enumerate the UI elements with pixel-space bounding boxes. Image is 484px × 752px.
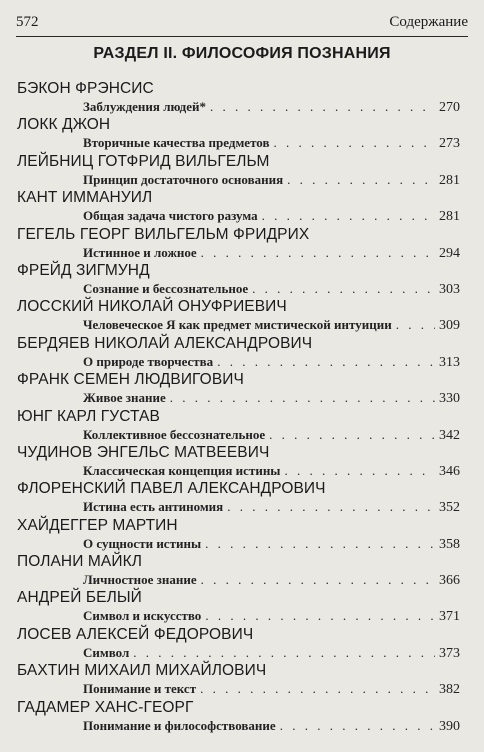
toc-work-title: Общая задача чистого разума <box>83 208 258 224</box>
toc-line <box>83 134 460 152</box>
toc-work-title: Истинное и ложное <box>83 244 197 260</box>
toc-work-title: Классическая концепция истины <box>83 462 281 478</box>
toc-page-number: 358 <box>439 536 460 552</box>
toc-author: ЛОКК ДЖОН <box>17 116 111 134</box>
toc-author: БЕРДЯЕВ НИКОЛАЙ АЛЕКСАНДРОВИЧ <box>17 334 313 352</box>
toc-entry <box>17 297 460 333</box>
toc-page-number: 346 <box>439 463 460 479</box>
toc-author: ФЛОРЕНСКИЙ ПАВЕЛ АЛЕКСАНДРОВИЧ <box>17 480 326 498</box>
toc-author: ФРАНК СЕМЕН ЛЮДВИГОВИЧ <box>17 371 244 389</box>
toc-work-title: Принцип достаточного основания <box>83 171 284 187</box>
toc-page-number: 371 <box>439 609 460 625</box>
toc-line <box>83 98 460 116</box>
toc-line <box>83 607 460 625</box>
toc-line <box>83 571 460 589</box>
toc-page-number: 382 <box>439 682 460 698</box>
toc-work-title: Человеческое Я как предмет мистической интуиции <box>83 317 392 333</box>
toc-line <box>83 171 460 189</box>
toc-work-title: Вторичные качества предметов <box>83 135 270 151</box>
toc-author: ХАЙДЕГГЕР МАРТИН <box>17 516 178 534</box>
toc-page-number: 342 <box>439 427 460 443</box>
toc-line <box>83 244 460 262</box>
dot-leader <box>269 426 435 443</box>
toc-page-number: 390 <box>439 718 460 734</box>
toc-entry <box>17 552 460 588</box>
toc-page-number: 281 <box>439 172 460 188</box>
toc-entry <box>17 479 460 515</box>
toc-line <box>83 462 460 480</box>
toc-line <box>83 280 460 298</box>
toc-entry <box>17 261 460 297</box>
toc-page-number: 313 <box>439 354 460 370</box>
toc-entry <box>17 225 460 261</box>
dot-leader <box>201 571 435 588</box>
toc-author: ЮНГ КАРЛ ГУСТАВ <box>17 407 160 425</box>
running-title: Содержание <box>389 14 468 30</box>
dot-leader <box>205 535 435 552</box>
toc-page-number: 303 <box>439 281 460 297</box>
toc-line <box>83 644 460 662</box>
toc-line <box>83 680 460 698</box>
toc-page-number: 330 <box>439 391 460 407</box>
toc-work-title: О природе творчества <box>83 353 214 369</box>
toc-page-number: 273 <box>439 136 460 152</box>
toc-page-number: 352 <box>439 500 460 516</box>
toc-author: АНДРЕЙ БЕЛЫЙ <box>17 589 142 607</box>
toc-line <box>83 207 460 225</box>
toc-work-title: Символ и искусство <box>83 608 202 624</box>
dot-leader <box>252 280 435 297</box>
toc-entry <box>17 588 460 624</box>
dot-leader <box>227 498 435 515</box>
toc-author: КАНТ ИММАНУИЛ <box>17 189 153 207</box>
toc-author: ЛЕЙБНИЦ ГОТФРИД ВИЛЬГЕЛЬМ <box>17 152 270 170</box>
toc-line <box>83 498 460 516</box>
toc-author: ЛОССКИЙ НИКОЛАЙ ОНУФРИЕВИЧ <box>17 298 287 316</box>
dot-leader <box>284 462 435 479</box>
toc-line <box>83 353 460 371</box>
toc-entry <box>17 334 460 370</box>
dot-leader <box>200 680 435 697</box>
toc-line <box>83 535 460 553</box>
toc-work-title: Живое знание <box>83 390 166 406</box>
toc-entry <box>17 115 460 151</box>
toc-line <box>83 389 460 407</box>
toc-line <box>83 316 460 334</box>
dot-leader <box>201 244 435 261</box>
dot-leader <box>396 316 435 333</box>
toc-work-title: Заблуждения людей* <box>83 99 207 114</box>
section-title: РАЗДЕЛ II. ФИЛОСОФИЯ ПОЗНАНИЯ <box>93 45 391 62</box>
toc-entry <box>17 661 460 697</box>
toc-page-number: 366 <box>439 573 460 589</box>
toc-author: БАХТИН МИХАИЛ МИХАЙЛОВИЧ <box>17 662 267 680</box>
toc-author: ФРЕЙД ЗИГМУНД <box>17 261 150 279</box>
toc-author: ЛОСЕВ АЛЕКСЕЙ ФЕДОРОВИЧ <box>17 625 254 643</box>
dot-leader <box>210 98 435 115</box>
toc-work-title: Истина есть антиномия <box>83 499 224 515</box>
table-of-contents <box>17 79 460 734</box>
toc-page-number: 281 <box>439 209 460 225</box>
toc-work-title: Сознание и бессознательное <box>83 280 249 296</box>
toc-page-number: 309 <box>439 318 460 334</box>
toc-entry <box>17 370 460 406</box>
toc-entry <box>17 79 460 115</box>
dot-leader <box>133 644 435 661</box>
toc-page-number: 373 <box>439 645 460 661</box>
dot-leader <box>287 171 435 188</box>
dot-leader <box>170 389 435 406</box>
toc-line <box>83 717 460 735</box>
toc-work-title: Личностное знание <box>83 572 197 588</box>
dot-leader <box>262 207 435 224</box>
page-number: 572 <box>16 14 39 30</box>
running-header <box>16 14 468 37</box>
dot-leader <box>280 717 435 734</box>
toc-page-number: 270 <box>439 100 460 115</box>
toc-entry <box>17 443 460 479</box>
toc-author: ЧУДИНОВ ЭНГЕЛЬС МАТВЕЕВИЧ <box>17 443 270 461</box>
toc-line <box>83 426 460 444</box>
toc-entry <box>17 625 460 661</box>
toc-entry <box>17 407 460 443</box>
toc-work-title: О сущности истины <box>83 535 202 551</box>
toc-author: БЭКОН ФРЭНСИС <box>17 80 154 97</box>
dot-leader <box>205 607 435 624</box>
toc-entry <box>17 516 460 552</box>
toc-entry <box>17 152 460 188</box>
toc-work-title: Символ <box>83 644 130 660</box>
toc-page-number: 294 <box>439 245 460 261</box>
dot-leader <box>274 134 436 151</box>
toc-author: ГЕГЕЛЬ ГЕОРГ ВИЛЬГЕЛЬМ ФРИДРИХ <box>17 225 310 243</box>
dot-leader <box>217 353 435 370</box>
toc-work-title: Понимание и философствование <box>83 717 276 733</box>
toc-entry <box>17 698 460 734</box>
toc-author: ПОЛАНИ МАЙКЛ <box>17 553 142 571</box>
toc-entry <box>17 188 460 224</box>
toc-work-title: Понимание и текст <box>83 681 197 697</box>
toc-author: ГАДАМЕР ХАНС-ГЕОРГ <box>17 698 194 716</box>
toc-work-title: Коллективное бессознательное <box>83 426 266 442</box>
